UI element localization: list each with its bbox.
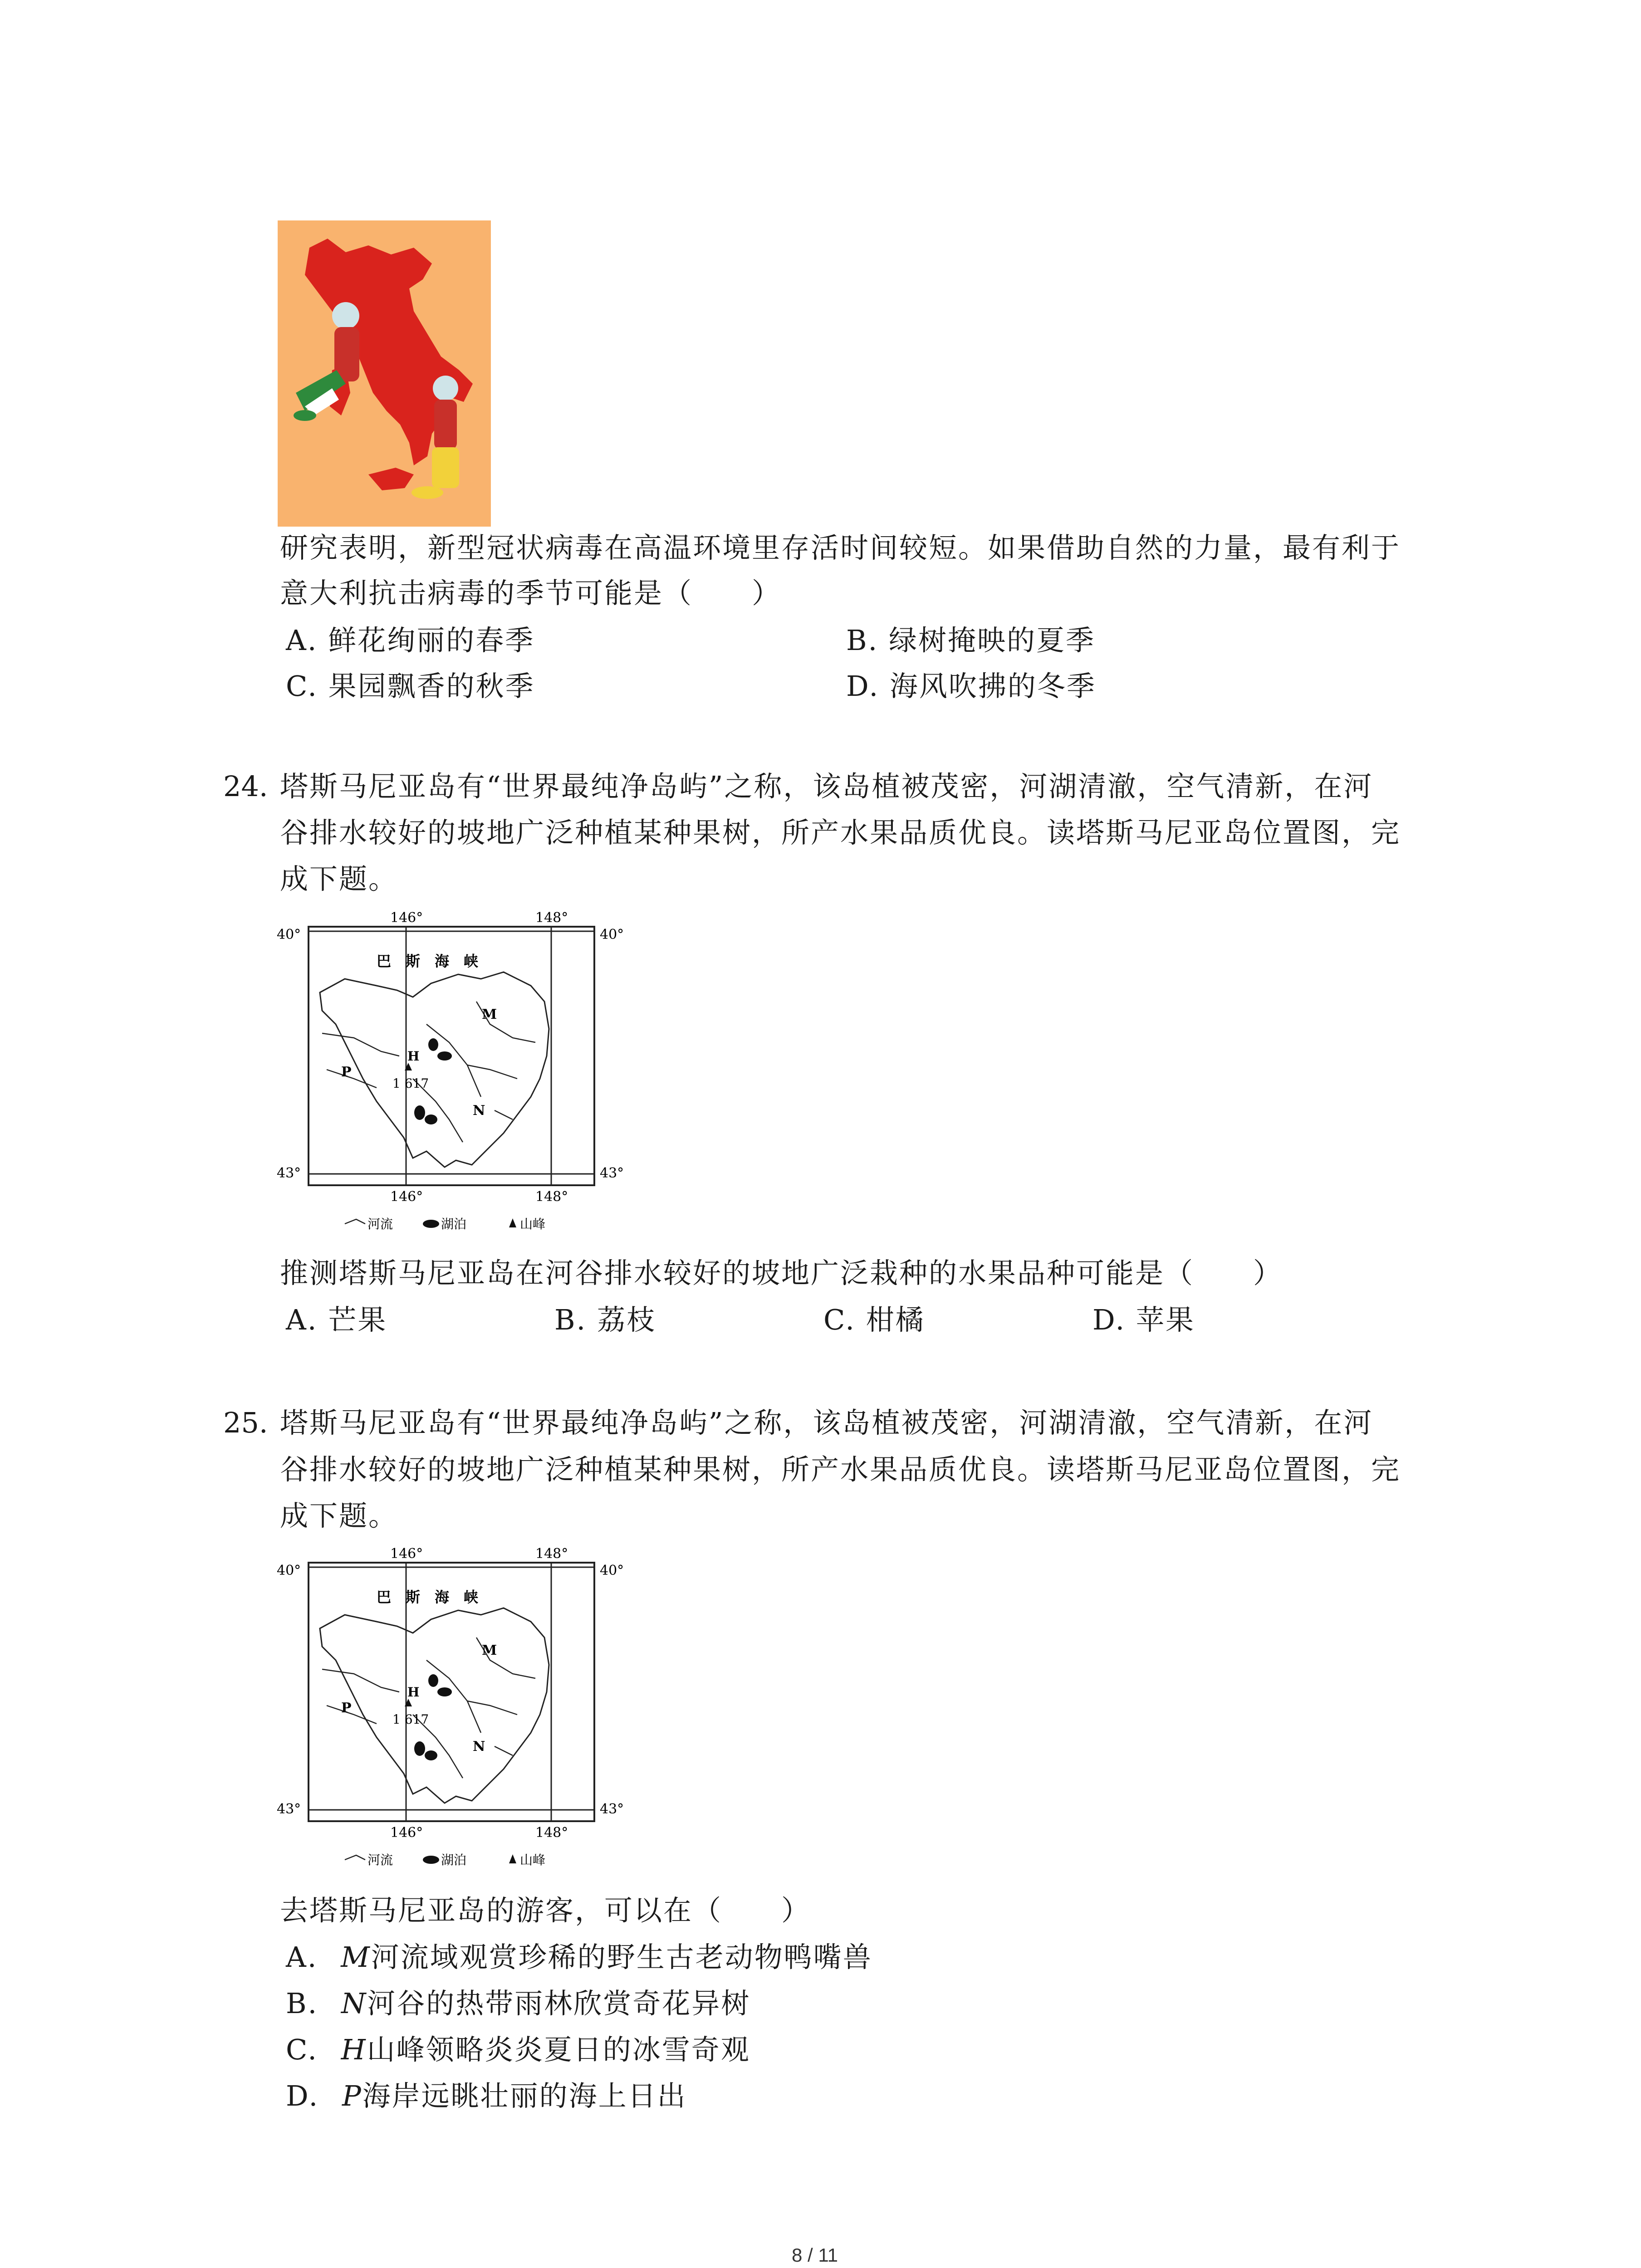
q24-option-b[interactable]: B. 荔枝 xyxy=(554,1303,656,1336)
lon-148-top-label: 148° xyxy=(535,910,568,926)
q24-number: 24. xyxy=(223,770,268,803)
lon-148-bottom-label: 148° xyxy=(535,1825,568,1841)
q24-stem-line-2: 谷排水较好的坡地广泛种植某种果树，所产水果品质优良。读塔斯马尼亚岛位置图，完 xyxy=(280,816,1401,849)
tasmania-map-2 xyxy=(277,1542,635,1892)
option-text: 海岸远眺壮丽的海上日出 xyxy=(362,2079,687,2112)
lon-148-top-label: 148° xyxy=(535,1546,568,1562)
legend-lake-label: 湖泊 xyxy=(441,1217,467,1232)
label-p: P xyxy=(341,1064,352,1080)
q24-stem-line-3: 成下题。 xyxy=(280,862,398,895)
q23-option-b[interactable]: B. 绿树掩映的夏季 xyxy=(846,624,1095,657)
option-letter: D. xyxy=(286,2079,319,2112)
lat-43-left-label: 43° xyxy=(277,1165,301,1181)
lon-146-top-label: 146° xyxy=(390,910,423,926)
lat-40-left-label: 40° xyxy=(277,1563,301,1579)
option-letter: B. xyxy=(286,1987,318,2020)
legend-river-label: 河流 xyxy=(367,1217,393,1232)
lat-40-right-label: 40° xyxy=(600,927,624,943)
italy-illustration xyxy=(278,220,491,527)
q23-option-a[interactable]: A. 鲜花绚丽的春季 xyxy=(286,624,535,657)
variable-h: H xyxy=(341,2033,367,2066)
label-m: M xyxy=(482,1007,497,1022)
lat-43-left-label: 43° xyxy=(277,1801,301,1817)
variable-m: M xyxy=(341,1941,371,1974)
legend-peak-label: 山峰 xyxy=(520,1853,546,1867)
tasmania-location-map xyxy=(277,906,635,1256)
q25-option-c[interactable] xyxy=(286,2027,750,2072)
q25-option-a[interactable] xyxy=(286,1935,872,1980)
lat-43-right-label: 43° xyxy=(600,1165,624,1181)
q23-option-d[interactable]: D. 海风吹拂的冬季 xyxy=(846,670,1096,703)
q24-option-d[interactable]: D. 苹果 xyxy=(1092,1303,1195,1336)
lon-146-top-label: 146° xyxy=(390,1546,423,1562)
q24-stem-line-1: 塔斯马尼亚岛有“世界最纯净岛屿”之称，该岛植被茂密，河湖清澈，空气清新，在河 xyxy=(280,770,1373,803)
legend-lake-label: 湖泊 xyxy=(441,1853,467,1867)
q25-option-d[interactable] xyxy=(286,2073,687,2119)
q23-stem-line-2: 意大利抗击病毒的季节可能是（ ） xyxy=(280,577,782,610)
legend-peak-label: 山峰 xyxy=(520,1217,546,1232)
italy-cartoon-image xyxy=(278,220,491,527)
label-m: M xyxy=(482,1642,497,1658)
lat-40-left-label: 40° xyxy=(277,927,301,943)
option-text: 山峰领略炎炎夏日的冰雪奇观 xyxy=(367,2033,750,2066)
lat-43-right-label: 43° xyxy=(600,1801,624,1817)
strait-label: 巴 斯 海 峡 xyxy=(377,953,479,970)
q24-option-a[interactable]: A. 芒果 xyxy=(286,1303,387,1336)
lon-146-bottom-label: 146° xyxy=(390,1189,423,1205)
q25-stem-line-1: 塔斯马尼亚岛有“世界最纯净岛屿”之称，该岛植被茂密，河湖清澈，空气清新，在河 xyxy=(280,1406,1373,1439)
label-n: N xyxy=(473,1103,485,1119)
elevation-label: 1 617 xyxy=(392,1076,429,1091)
q24-option-c[interactable]: C. 柑橘 xyxy=(823,1303,925,1336)
option-text: 河谷的热带雨林欣赏奇花异树 xyxy=(367,1987,751,2020)
q24-question: 推测塔斯马尼亚岛在河谷排水较好的坡地广泛栽种的水果品种可能是（ ） xyxy=(280,1256,1283,1290)
lat-40-right-label: 40° xyxy=(600,1563,624,1579)
strait-label: 巴 斯 海 峡 xyxy=(377,1589,479,1606)
q23-option-c[interactable]: C. 果园飘香的秋季 xyxy=(286,670,535,703)
elevation-label: 1 617 xyxy=(392,1712,429,1727)
label-p: P xyxy=(341,1700,352,1716)
label-n: N xyxy=(473,1739,485,1755)
option-text: 河流域观赏珍稀的野生古老动物鸭嘴兽 xyxy=(371,1941,872,1974)
page-number: 8 / 11 xyxy=(792,2244,838,2266)
q23-stem-line-1: 研究表明，新型冠状病毒在高温环境里存活时间较短。如果借助自然的力量，最有利于 xyxy=(280,531,1401,564)
q25-number: 25. xyxy=(223,1406,268,1439)
q25-option-b[interactable] xyxy=(286,1981,750,2026)
q25-question: 去塔斯马尼亚岛的游客，可以在（ ） xyxy=(280,1894,811,1927)
lon-146-bottom-label: 146° xyxy=(390,1825,423,1841)
option-letter: A. xyxy=(286,1941,318,1974)
tasmania-location-map xyxy=(277,1542,635,1892)
tasmania-map-1 xyxy=(277,906,635,1256)
q25-stem-line-3: 成下题。 xyxy=(280,1499,398,1532)
label-h: H xyxy=(407,1685,420,1700)
lon-148-bottom-label: 148° xyxy=(535,1189,568,1205)
q25-stem-line-2: 谷排水较好的坡地广泛种植某种果树，所产水果品质优良。读塔斯马尼亚岛位置图，完 xyxy=(280,1453,1401,1486)
label-h: H xyxy=(407,1049,420,1064)
legend-river-label: 河流 xyxy=(367,1853,393,1867)
variable-n: N xyxy=(341,1987,367,2020)
option-letter: C. xyxy=(286,2033,318,2066)
variable-p: P xyxy=(342,2079,362,2112)
